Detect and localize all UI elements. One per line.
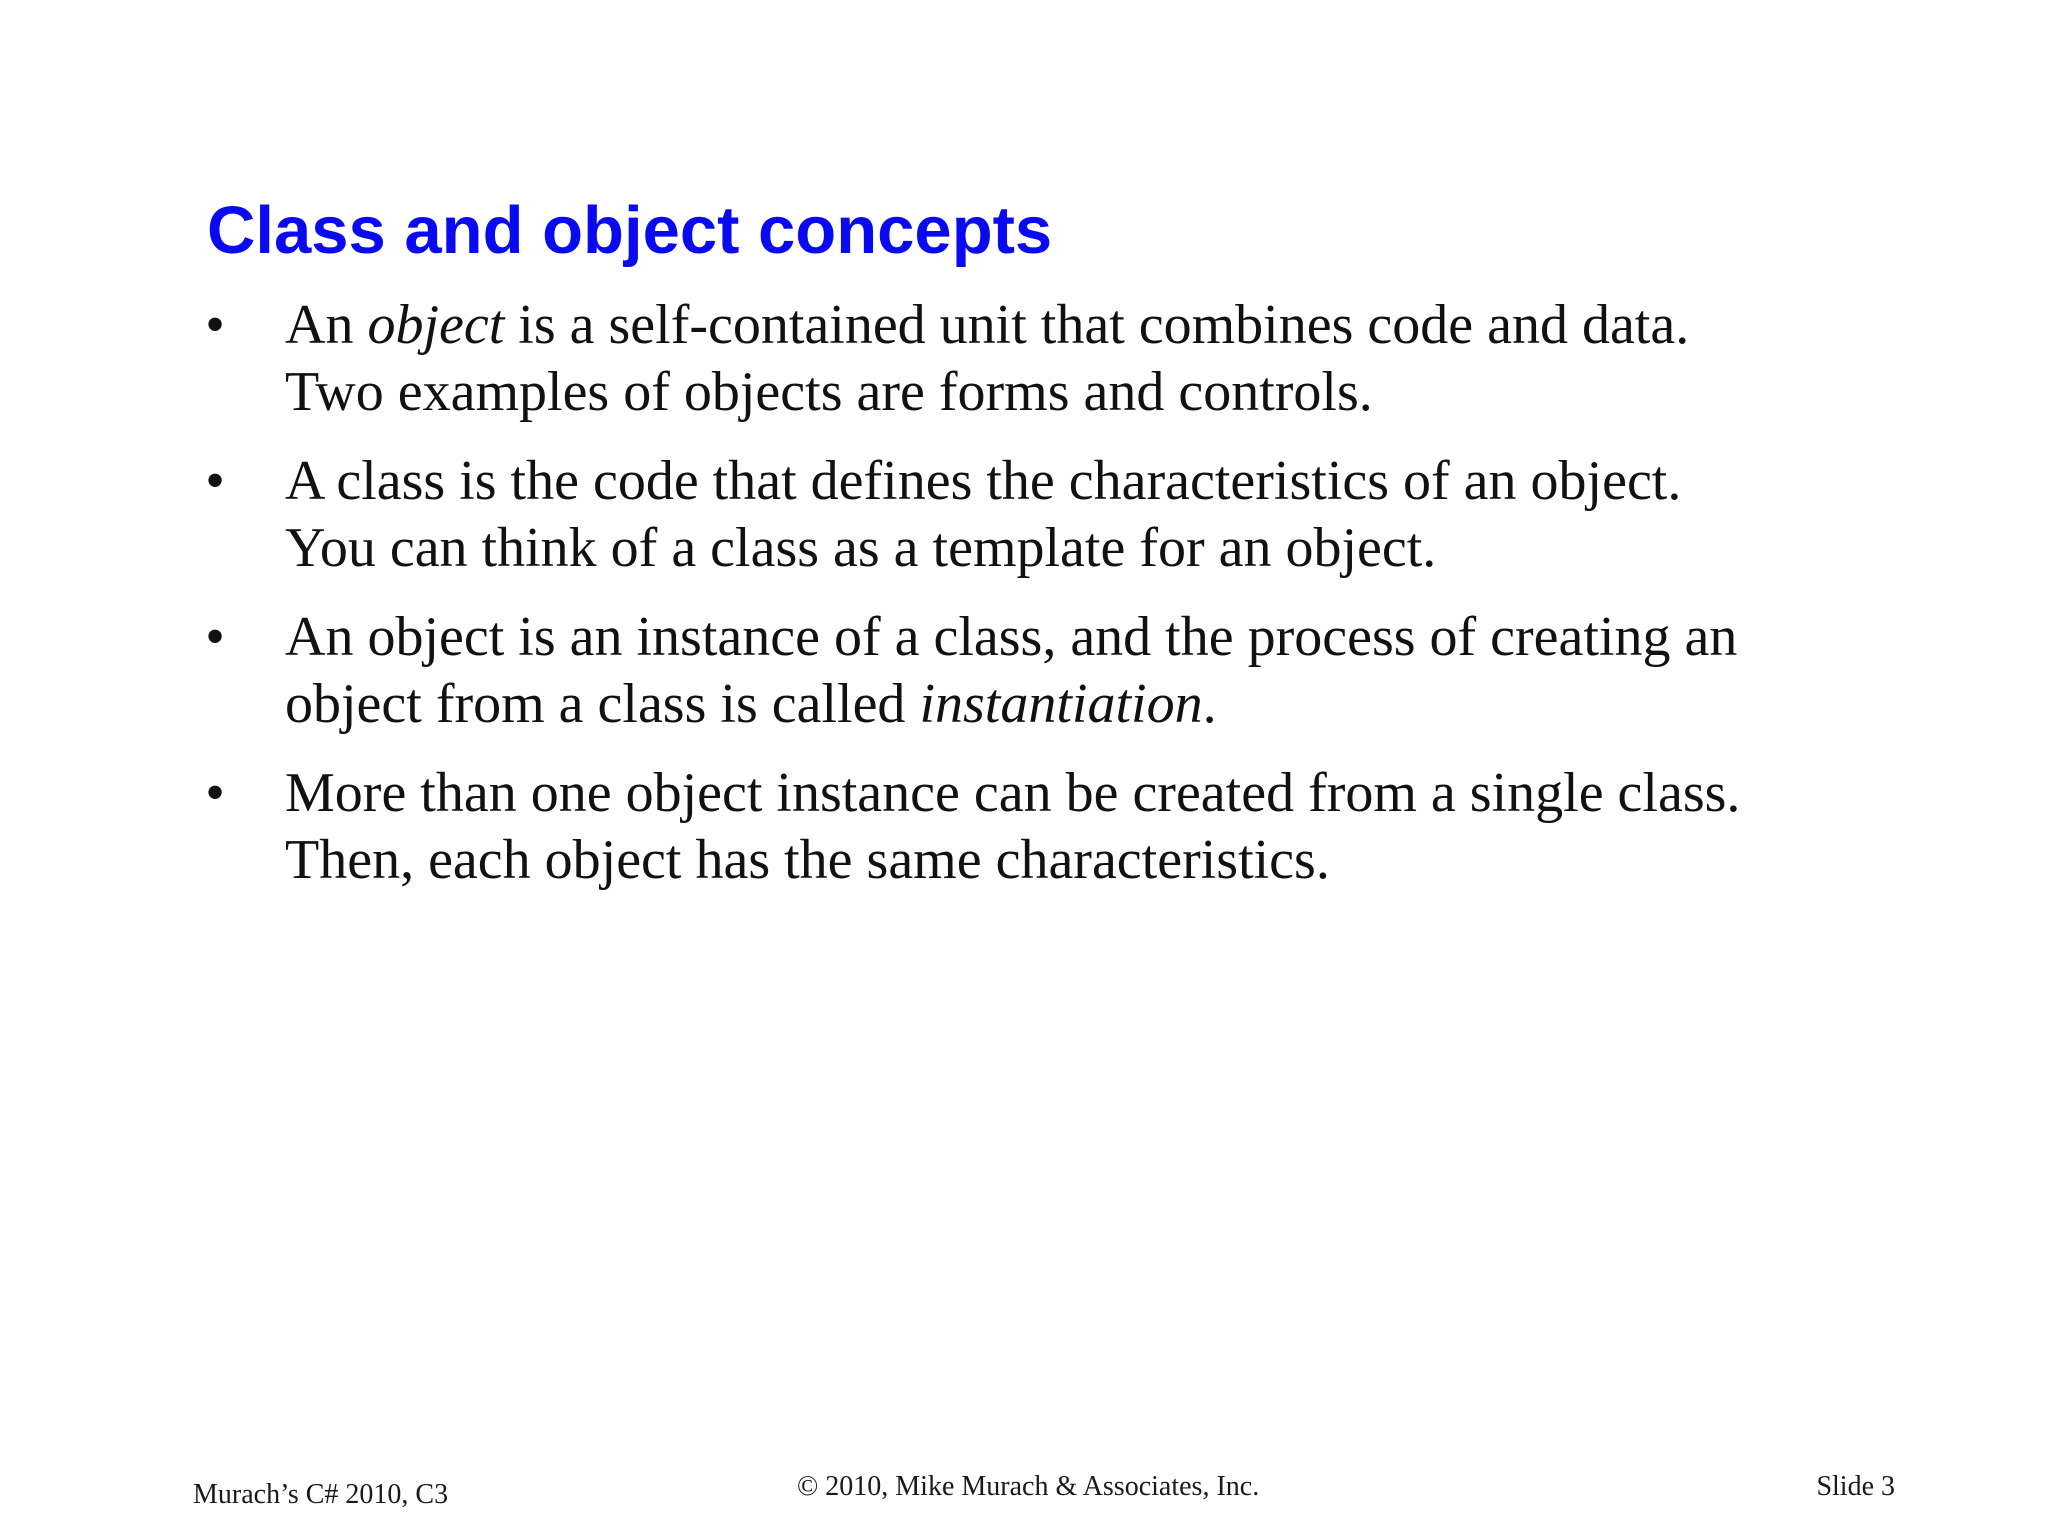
- bullet-line: Then, each object has the same characteristics.: [285, 829, 1330, 891]
- footer-copyright: © 2010, Mike Murach & Associates, Inc.: [797, 1471, 1260, 1502]
- bullet-item-object-definition: [200, 292, 1840, 426]
- bullet-line: object from a class is called instantiation.: [285, 673, 1217, 735]
- bullet-icon: •: [205, 294, 225, 356]
- bullet-icon: •: [205, 762, 225, 824]
- bullet-line: A class is the code that defines the characteristics of an object.: [285, 450, 1682, 512]
- bullet-line: More than one object instance can be created from a single class.: [285, 762, 1741, 824]
- bullet-item-multiple-instances: [200, 760, 1840, 894]
- footer-slide-number: Slide 3: [1816, 1471, 1895, 1502]
- bullet-list: [200, 292, 1840, 916]
- bullet-text: [285, 448, 1840, 582]
- bullet-icon: •: [205, 606, 225, 668]
- bullet-item-class-definition: [200, 448, 1840, 582]
- emphasis-term: instantiation: [919, 673, 1203, 735]
- bullet-line: Two examples of objects are forms and controls.: [285, 361, 1373, 423]
- slide-title: Class and object concepts: [207, 193, 1053, 268]
- bullet-line: An object is a self-contained unit that combines code and data.: [285, 294, 1690, 356]
- emphasis-term: object: [367, 294, 505, 356]
- bullet-line: You can think of a class as a template for an object.: [285, 517, 1437, 579]
- bullet-text: [285, 760, 1840, 894]
- bullet-line: An object is an instance of a class, and the process of creating an: [285, 606, 1738, 668]
- bullet-item-instantiation: [200, 604, 1840, 738]
- bullet-text: [285, 292, 1840, 426]
- footer-book-title: Murach’s C# 2010, C3: [193, 1479, 449, 1510]
- bullet-text: [285, 604, 1840, 738]
- bullet-icon: •: [205, 450, 225, 512]
